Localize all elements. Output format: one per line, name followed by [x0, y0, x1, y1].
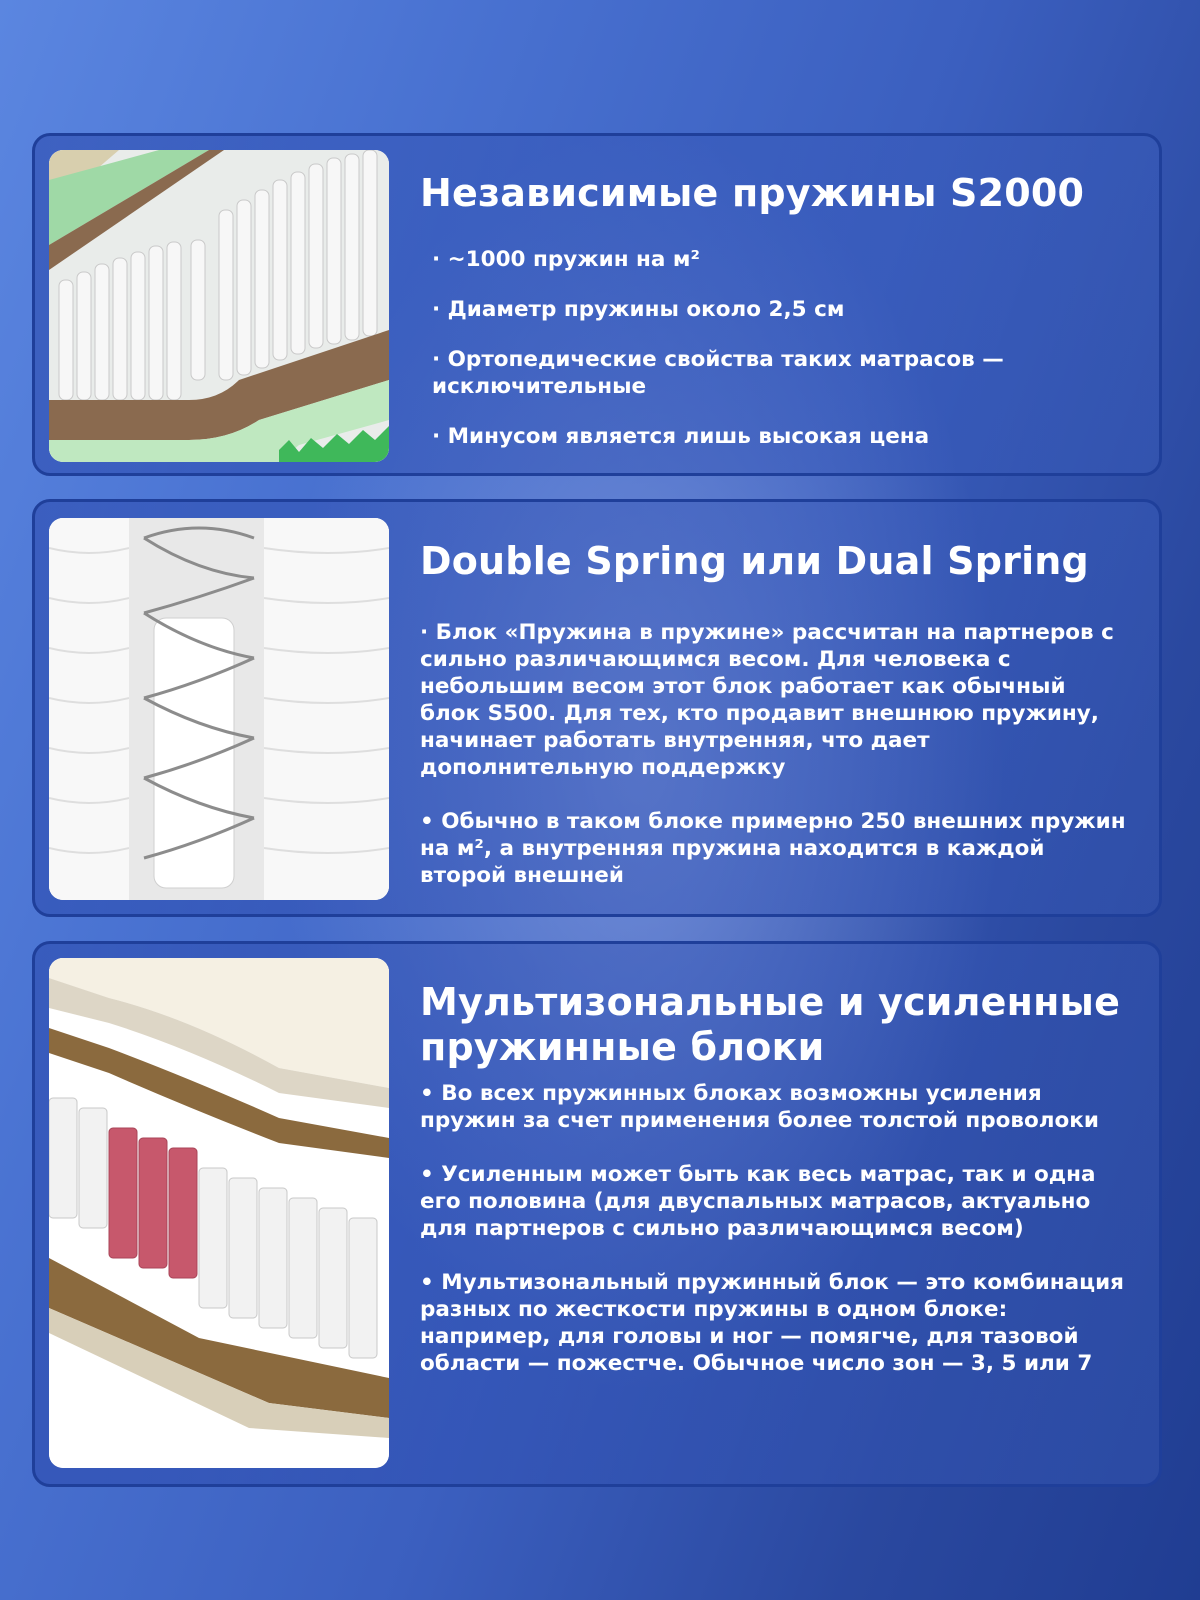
list-item: · Диаметр пружины около 2,5 см: [432, 297, 845, 322]
section-text: [420, 538, 1131, 916]
section-text: [420, 980, 1131, 1404]
section-text: [420, 170, 1131, 473]
section-card-multizone: [32, 941, 1162, 1487]
list-item: • Во всех пружинных блоках возможны усиления пружин за счет применения более толстой проволоки: [420, 1081, 1099, 1133]
list-item: · ~1000 пружин на м²: [432, 247, 700, 272]
section-title: Независимые пружины S2000: [420, 171, 1085, 215]
list-item: • Обычно в таком блоке примерно 250 внешних пружин на м², а внутренняя пружина находится в каждой второй внешней: [420, 809, 1126, 888]
list-item: • Мультизональный пружинный блок — это комбинация разных по жесткости пружины в одном блоке: например, для головы и ног — помягче, для тазовой области — пожестче. Обычное число зон — 3, 5 или 7: [420, 1270, 1124, 1376]
feature-list: [420, 246, 1131, 450]
section-title: Мультизональные и усиленные пружинные блоки: [420, 980, 1121, 1069]
list-item: · Минусом является лишь высокая цена: [432, 424, 930, 449]
list-item: · Блок «Пружина в пружине» рассчитан на партнеров с сильно различающимся весом. Для человека с небольшим весом этот блок работает как обычный блок S500. Для тех, кто продавит внешнюю пружину, начинает работать внутренняя, что дает дополнительную поддержку: [420, 620, 1114, 780]
feature-list: [420, 619, 1131, 889]
list-item: • Усиленным может быть как весь матрас, так и одна его половина (для двуспальных матрасов, актуально для партнеров с сильно различающимся весом): [420, 1162, 1096, 1241]
feature-list: [420, 1080, 1131, 1377]
section-title: Double Spring или Dual Spring: [420, 539, 1089, 583]
section-card-s2000: [32, 133, 1162, 476]
section-card-double-spring: [32, 499, 1162, 917]
mattress-s2000-image: [49, 150, 389, 462]
double-spring-image: [49, 518, 389, 900]
multizone-block-image: [49, 958, 389, 1468]
list-item: · Ортопедические свойства таких матрасов — исключительные: [432, 347, 1004, 399]
